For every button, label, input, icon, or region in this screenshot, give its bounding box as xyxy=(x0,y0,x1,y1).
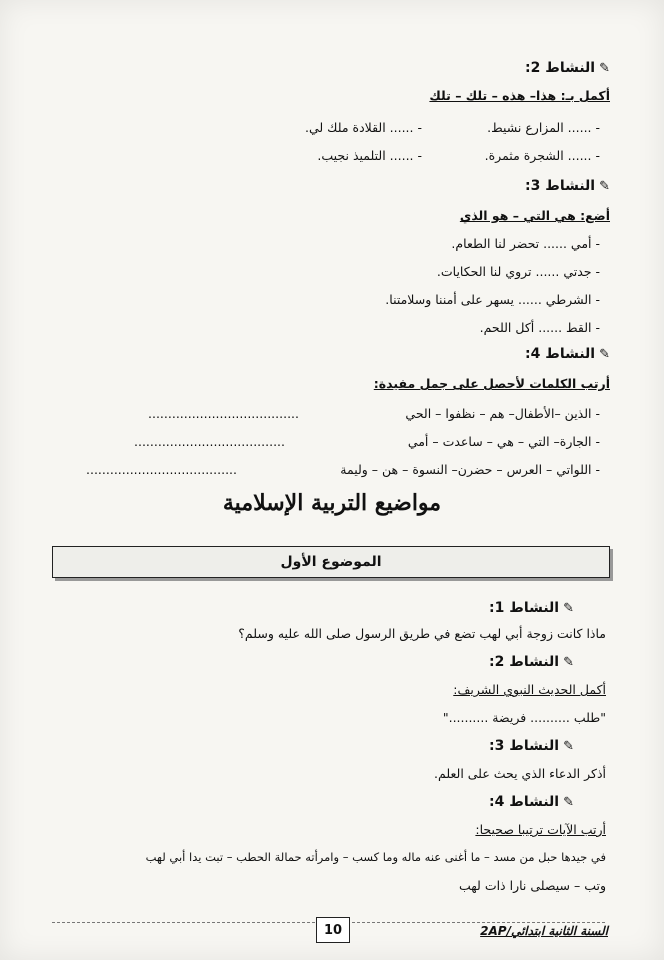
exercise-line: - ...... القلادة ملك لي. xyxy=(305,120,422,135)
scroll-ornament-icon: ✎ xyxy=(563,655,574,670)
exercise-line: أذكر الدعاء الذي يحث على العلم. xyxy=(434,766,606,781)
scroll-ornament-icon: ✎ xyxy=(563,739,574,754)
activity-instruction: أرتب الآيات ترتيبا صحيحا: xyxy=(475,822,606,837)
activity-header: ✎النشاط 2: xyxy=(525,60,610,76)
exercise-line: - القط ...... أكل اللحم. xyxy=(479,320,600,335)
exercise-line: - الذين –الأطفال– هم – نظفوا – الحي xyxy=(405,406,600,421)
exercise-line: - الجارة– التي – هي – ساعدت – أمي xyxy=(407,434,600,449)
exercise-line: - ...... المزارع نشيط. xyxy=(487,120,600,135)
footer-level-text: السنة الثانية ابتدائي/2AP xyxy=(480,924,608,938)
activity-header: ✎النشاط 4: xyxy=(489,794,574,810)
activity-header: ✎النشاط 3: xyxy=(525,178,610,194)
scroll-ornament-icon: ✎ xyxy=(599,61,610,76)
exercise-line: - الشرطي ...... يسهر على أمننا وسلامتنا. xyxy=(385,292,600,307)
exercise-line: وتب – سيصلى نارا ذات لهب xyxy=(459,878,606,893)
topic-title-box xyxy=(52,546,610,578)
scroll-ornament-icon: ✎ xyxy=(563,795,574,810)
answer-blank: ...................................... xyxy=(134,434,285,449)
scroll-ornament-icon: ✎ xyxy=(599,179,610,194)
exercise-line: - جدتي ...... تروي لنا الحكايات. xyxy=(436,264,600,279)
answer-blank: ...................................... xyxy=(86,462,237,477)
exercise-line: "طلب .......... فريضة .........." xyxy=(442,710,606,725)
scroll-ornament-icon: ✎ xyxy=(563,601,574,616)
exercise-line: - ...... الشجرة مثمرة. xyxy=(484,148,600,163)
page-number: 10 xyxy=(316,917,350,943)
exercise-line: - اللواتي – العرس – حضرن– النسوة – هن – وليمة xyxy=(340,462,600,477)
activity-header: ✎النشاط 3: xyxy=(489,738,574,754)
activity-header: ✎النشاط 4: xyxy=(525,346,610,362)
exercise-line: - أمي ...... تحضر لنا الطعام. xyxy=(451,236,600,251)
exercise-line: في جيدها حبل من مسد – ما أغنى عنه ماله وما كسب – وامرأته حمالة الحطب – تبت يدا أبي لهب xyxy=(145,850,606,864)
activity-header: ✎النشاط 2: xyxy=(489,654,574,670)
activity-instruction: أرتب الكلمات لأحصل على جمل مفيدة: xyxy=(373,376,610,391)
activity-instruction: أكمل الحديث النبوي الشريف: xyxy=(453,682,606,697)
exercise-line: - ...... التلميذ نجيب. xyxy=(317,148,422,163)
scroll-ornament-icon: ✎ xyxy=(599,347,610,362)
answer-blank: ...................................... xyxy=(148,406,299,421)
section-title: مواضيع التربية الإسلامية xyxy=(222,490,442,516)
activity-instruction: أضع: هي التي – هو الذي xyxy=(459,208,610,223)
activity-header: ✎النشاط 1: xyxy=(489,600,574,616)
activity-instruction: أكمل بـ: هذا– هذه – تلك – تلك xyxy=(429,88,610,103)
topic-title: الموضوع الأول xyxy=(280,554,382,570)
exercise-line: ماذا كانت زوجة أبي لهب تضع في طريق الرسول صلى الله عليه وسلم؟ xyxy=(238,626,606,641)
